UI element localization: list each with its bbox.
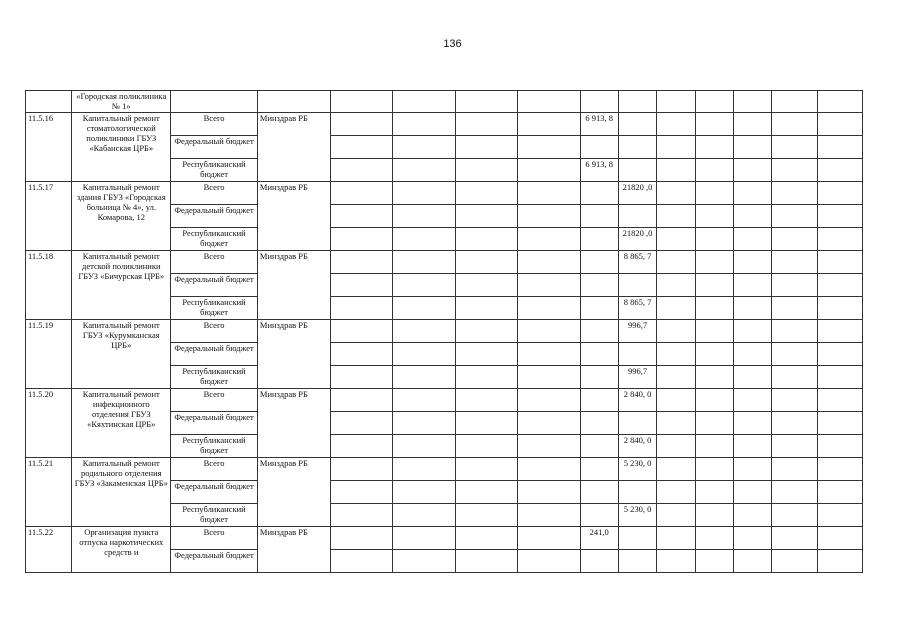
value-cell bbox=[518, 136, 581, 159]
executor-cell: Минздрав РБ bbox=[257, 458, 330, 527]
row-number-cell: 11.5.21 bbox=[26, 458, 72, 527]
value-cell bbox=[817, 182, 863, 205]
value-cell bbox=[618, 159, 656, 182]
value-cell bbox=[772, 182, 817, 205]
page-number: 136 bbox=[443, 38, 462, 50]
value-cell bbox=[772, 297, 817, 320]
value-cell bbox=[733, 481, 771, 504]
empty-cell bbox=[618, 91, 656, 113]
table-row bbox=[26, 251, 863, 274]
value-cell bbox=[580, 343, 618, 366]
value-cell bbox=[580, 366, 618, 389]
value-cell bbox=[330, 343, 393, 366]
value-cell bbox=[817, 481, 863, 504]
value-cell bbox=[695, 412, 733, 435]
value-cell bbox=[393, 251, 456, 274]
value-cell bbox=[330, 458, 393, 481]
value-cell bbox=[733, 527, 771, 550]
empty-cell bbox=[393, 91, 456, 113]
executor-cell: Минздрав РБ bbox=[257, 527, 330, 573]
funding-source-cell: Федеральный бюджет bbox=[171, 274, 258, 297]
measure-name-cell: Капитальный ремонт детской поликлиники ГБУЗ «Бичурская ЦРБ» bbox=[72, 251, 171, 320]
value-cell bbox=[455, 274, 518, 297]
value-cell bbox=[657, 458, 695, 481]
value-cell bbox=[393, 481, 456, 504]
value-cell bbox=[695, 251, 733, 274]
value-cell bbox=[455, 366, 518, 389]
value-cell bbox=[772, 412, 817, 435]
measure-name-cell: Капитальный ремонт здания ГБУЗ «Городская больница № 4», ул. Комарова, 12 bbox=[72, 182, 171, 251]
value-cell bbox=[772, 550, 817, 573]
value-cell bbox=[393, 343, 456, 366]
value-cell bbox=[330, 527, 393, 550]
value-cell bbox=[455, 458, 518, 481]
value-cell bbox=[330, 251, 393, 274]
value-cell bbox=[695, 343, 733, 366]
value-cell bbox=[455, 251, 518, 274]
value-cell bbox=[733, 182, 771, 205]
value-cell bbox=[772, 343, 817, 366]
value-cell bbox=[817, 343, 863, 366]
value-cell bbox=[518, 412, 581, 435]
value-cell bbox=[393, 205, 456, 228]
empty-cell bbox=[817, 91, 863, 113]
value-cell bbox=[330, 113, 393, 136]
funding-source-cell: Всего bbox=[171, 113, 258, 136]
value-cell bbox=[518, 228, 581, 251]
empty-cell bbox=[695, 91, 733, 113]
value-cell bbox=[393, 435, 456, 458]
value-cell: 21820 ,0 bbox=[618, 228, 656, 251]
value-cell bbox=[580, 251, 618, 274]
value-cell bbox=[772, 527, 817, 550]
value-cell bbox=[817, 435, 863, 458]
value-cell bbox=[733, 389, 771, 412]
value-cell bbox=[455, 343, 518, 366]
row-number-cell: 11.5.20 bbox=[26, 389, 72, 458]
value-cell bbox=[518, 113, 581, 136]
executor-cell: Минздрав РБ bbox=[257, 251, 330, 320]
row-number-cell: 11.5.16 bbox=[26, 113, 72, 182]
row-number-cell: 11.5.22 bbox=[26, 527, 72, 573]
empty-cell bbox=[772, 91, 817, 113]
value-cell bbox=[518, 205, 581, 228]
value-cell bbox=[580, 136, 618, 159]
value-cell bbox=[618, 274, 656, 297]
value-cell bbox=[817, 251, 863, 274]
value-cell bbox=[455, 412, 518, 435]
value-cell bbox=[733, 136, 771, 159]
value-cell bbox=[772, 481, 817, 504]
value-cell bbox=[772, 136, 817, 159]
value-cell bbox=[657, 550, 695, 573]
measure-name-cell: Капитальный ремонт ГБУЗ «Курумканская ЦРБ» bbox=[72, 320, 171, 389]
empty-cell bbox=[257, 91, 330, 113]
value-cell bbox=[455, 205, 518, 228]
value-cell bbox=[580, 435, 618, 458]
value-cell bbox=[733, 550, 771, 573]
value-cell bbox=[393, 297, 456, 320]
value-cell bbox=[455, 182, 518, 205]
value-cell: 996,7 bbox=[618, 366, 656, 389]
table-row bbox=[26, 182, 863, 205]
value-cell bbox=[695, 366, 733, 389]
value-cell: 241,0 bbox=[580, 527, 618, 550]
value-cell bbox=[518, 274, 581, 297]
value-cell bbox=[330, 412, 393, 435]
value-cell: 21820 ,0 bbox=[618, 182, 656, 205]
value-cell bbox=[518, 366, 581, 389]
value-cell bbox=[733, 320, 771, 343]
value-cell bbox=[695, 297, 733, 320]
value-cell bbox=[455, 136, 518, 159]
value-cell bbox=[657, 251, 695, 274]
value-cell: 8 865, 7 bbox=[618, 297, 656, 320]
value-cell bbox=[733, 205, 771, 228]
funding-source-cell: Всего bbox=[171, 389, 258, 412]
value-cell bbox=[455, 527, 518, 550]
value-cell bbox=[733, 251, 771, 274]
value-cell bbox=[580, 389, 618, 412]
value-cell bbox=[618, 205, 656, 228]
funding-source-cell: Всего bbox=[171, 182, 258, 205]
value-cell bbox=[393, 320, 456, 343]
value-cell bbox=[580, 320, 618, 343]
value-cell bbox=[772, 320, 817, 343]
value-cell: 6 913, 8 bbox=[580, 159, 618, 182]
value-cell bbox=[393, 182, 456, 205]
value-cell bbox=[455, 481, 518, 504]
value-cell bbox=[330, 435, 393, 458]
value-cell bbox=[518, 182, 581, 205]
value-cell bbox=[455, 113, 518, 136]
value-cell bbox=[817, 504, 863, 527]
value-cell bbox=[580, 481, 618, 504]
value-cell bbox=[657, 366, 695, 389]
value-cell bbox=[455, 159, 518, 182]
value-cell bbox=[330, 136, 393, 159]
value-cell bbox=[733, 274, 771, 297]
value-cell bbox=[772, 389, 817, 412]
value-cell bbox=[772, 205, 817, 228]
value-cell bbox=[817, 136, 863, 159]
row-number-cell bbox=[26, 91, 72, 113]
funding-source-cell: Всего bbox=[171, 251, 258, 274]
value-cell bbox=[817, 458, 863, 481]
empty-cell bbox=[171, 91, 258, 113]
value-cell: 8 865, 7 bbox=[618, 251, 656, 274]
value-cell bbox=[695, 205, 733, 228]
value-cell bbox=[733, 343, 771, 366]
row-number-cell: 11.5.19 bbox=[26, 320, 72, 389]
value-cell bbox=[817, 297, 863, 320]
executor-cell: Минздрав РБ bbox=[257, 389, 330, 458]
table-row bbox=[26, 527, 863, 550]
value-cell bbox=[695, 182, 733, 205]
value-cell bbox=[518, 389, 581, 412]
value-cell bbox=[817, 389, 863, 412]
value-cell bbox=[657, 274, 695, 297]
value-cell bbox=[695, 550, 733, 573]
value-cell bbox=[772, 274, 817, 297]
value-cell bbox=[330, 504, 393, 527]
funding-source-cell: Республиканский бюджет bbox=[171, 297, 258, 320]
table-row bbox=[26, 91, 863, 113]
value-cell bbox=[330, 366, 393, 389]
measure-name-cell: Капитальный ремонт родильного отделения ГБУЗ «Закаменская ЦРБ» bbox=[72, 458, 171, 527]
value-cell bbox=[618, 113, 656, 136]
value-cell bbox=[733, 412, 771, 435]
value-cell bbox=[772, 159, 817, 182]
value-cell bbox=[393, 366, 456, 389]
value-cell bbox=[657, 412, 695, 435]
value-cell bbox=[695, 435, 733, 458]
funding-source-cell: Федеральный бюджет bbox=[171, 136, 258, 159]
value-cell bbox=[518, 504, 581, 527]
value-cell bbox=[393, 389, 456, 412]
value-cell bbox=[695, 481, 733, 504]
value-cell bbox=[518, 550, 581, 573]
value-cell bbox=[455, 320, 518, 343]
value-cell bbox=[330, 205, 393, 228]
empty-cell bbox=[733, 91, 771, 113]
value-cell bbox=[657, 159, 695, 182]
value-cell bbox=[330, 320, 393, 343]
value-cell bbox=[817, 159, 863, 182]
value-cell: 2 840, 0 bbox=[618, 435, 656, 458]
funding-source-cell: Федеральный бюджет bbox=[171, 481, 258, 504]
value-cell bbox=[695, 527, 733, 550]
funding-source-cell: Всего bbox=[171, 320, 258, 343]
value-cell bbox=[772, 251, 817, 274]
value-cell: 996,7 bbox=[618, 320, 656, 343]
value-cell bbox=[772, 228, 817, 251]
value-cell bbox=[580, 504, 618, 527]
measure-name-cell: Капитальный ремонт стоматологической поликлиники ГБУЗ «Кабанская ЦРБ» bbox=[72, 113, 171, 182]
value-cell bbox=[695, 113, 733, 136]
value-cell bbox=[733, 366, 771, 389]
value-cell bbox=[455, 435, 518, 458]
value-cell bbox=[817, 366, 863, 389]
value-cell bbox=[393, 159, 456, 182]
value-cell bbox=[330, 228, 393, 251]
measure-name-cell: Организация пункта отпуска наркотических средств и bbox=[72, 527, 171, 573]
value-cell bbox=[695, 458, 733, 481]
value-cell bbox=[580, 274, 618, 297]
value-cell bbox=[393, 550, 456, 573]
value-cell bbox=[455, 504, 518, 527]
value-cell bbox=[657, 527, 695, 550]
value-cell bbox=[733, 504, 771, 527]
value-cell bbox=[393, 458, 456, 481]
empty-cell bbox=[580, 91, 618, 113]
value-cell bbox=[518, 481, 581, 504]
value-cell bbox=[618, 550, 656, 573]
value-cell bbox=[518, 297, 581, 320]
value-cell bbox=[393, 527, 456, 550]
value-cell bbox=[772, 504, 817, 527]
value-cell bbox=[393, 136, 456, 159]
value-cell bbox=[695, 320, 733, 343]
value-cell bbox=[330, 389, 393, 412]
value-cell bbox=[330, 274, 393, 297]
value-cell bbox=[695, 136, 733, 159]
executor-cell: Минздрав РБ bbox=[257, 182, 330, 251]
value-cell bbox=[817, 320, 863, 343]
funding-source-cell: Федеральный бюджет bbox=[171, 343, 258, 366]
row-number-cell: 11.5.18 bbox=[26, 251, 72, 320]
value-cell bbox=[817, 274, 863, 297]
value-cell bbox=[580, 297, 618, 320]
value-cell bbox=[518, 435, 581, 458]
value-cell bbox=[695, 389, 733, 412]
value-cell bbox=[580, 550, 618, 573]
funding-source-cell: Федеральный бюджет bbox=[171, 550, 258, 573]
value-cell bbox=[455, 550, 518, 573]
value-cell bbox=[518, 458, 581, 481]
table-row bbox=[26, 113, 863, 136]
measure-name-cell: Капитальный ремонт инфекционного отделения ГБУЗ «Кяхтинская ЦРБ» bbox=[72, 389, 171, 458]
value-cell bbox=[657, 320, 695, 343]
table-row bbox=[26, 389, 863, 412]
value-cell bbox=[733, 435, 771, 458]
executor-cell: Минздрав РБ bbox=[257, 320, 330, 389]
value-cell bbox=[657, 343, 695, 366]
value-cell bbox=[772, 458, 817, 481]
empty-cell bbox=[518, 91, 581, 113]
funding-source-cell: Республиканский бюджет bbox=[171, 366, 258, 389]
funding-source-cell: Республиканский бюджет bbox=[171, 435, 258, 458]
value-cell bbox=[518, 527, 581, 550]
value-cell bbox=[580, 205, 618, 228]
value-cell bbox=[618, 527, 656, 550]
value-cell bbox=[330, 481, 393, 504]
value-cell bbox=[580, 182, 618, 205]
value-cell bbox=[455, 297, 518, 320]
value-cell bbox=[518, 159, 581, 182]
value-cell bbox=[657, 297, 695, 320]
value-cell bbox=[695, 159, 733, 182]
value-cell bbox=[618, 136, 656, 159]
value-cell bbox=[455, 389, 518, 412]
value-cell bbox=[330, 159, 393, 182]
funding-source-cell: Всего bbox=[171, 527, 258, 550]
value-cell bbox=[733, 113, 771, 136]
funding-source-cell: Республиканский бюджет bbox=[171, 228, 258, 251]
funding-source-cell: Всего bbox=[171, 458, 258, 481]
value-cell bbox=[772, 113, 817, 136]
empty-cell bbox=[330, 91, 393, 113]
table-row bbox=[26, 320, 863, 343]
value-cell: 2 840, 0 bbox=[618, 389, 656, 412]
value-cell bbox=[657, 481, 695, 504]
value-cell bbox=[695, 504, 733, 527]
value-cell bbox=[657, 228, 695, 251]
value-cell bbox=[580, 458, 618, 481]
value-cell bbox=[618, 412, 656, 435]
value-cell bbox=[657, 113, 695, 136]
executor-cell: Минздрав РБ bbox=[257, 113, 330, 182]
value-cell bbox=[772, 435, 817, 458]
value-cell bbox=[618, 343, 656, 366]
value-cell bbox=[393, 228, 456, 251]
value-cell bbox=[618, 481, 656, 504]
value-cell bbox=[580, 228, 618, 251]
value-cell bbox=[657, 182, 695, 205]
value-cell bbox=[733, 228, 771, 251]
value-cell bbox=[455, 228, 518, 251]
value-cell bbox=[393, 412, 456, 435]
value-cell: 5 230, 0 bbox=[618, 504, 656, 527]
value-cell bbox=[772, 366, 817, 389]
measure-name-cell: «Городская поликлиника № 1» bbox=[72, 91, 171, 113]
value-cell bbox=[580, 412, 618, 435]
empty-cell bbox=[657, 91, 695, 113]
value-cell bbox=[733, 458, 771, 481]
value-cell bbox=[695, 228, 733, 251]
value-cell bbox=[330, 297, 393, 320]
value-cell bbox=[733, 159, 771, 182]
budget-table bbox=[25, 90, 863, 573]
value-cell bbox=[657, 136, 695, 159]
empty-cell bbox=[455, 91, 518, 113]
funding-source-cell: Республиканский бюджет bbox=[171, 159, 258, 182]
value-cell bbox=[695, 274, 733, 297]
value-cell bbox=[817, 527, 863, 550]
value-cell bbox=[393, 113, 456, 136]
value-cell bbox=[817, 550, 863, 573]
value-cell bbox=[817, 205, 863, 228]
value-cell bbox=[518, 343, 581, 366]
value-cell bbox=[330, 550, 393, 573]
value-cell bbox=[817, 113, 863, 136]
value-cell bbox=[393, 274, 456, 297]
value-cell bbox=[330, 182, 393, 205]
row-number-cell: 11.5.17 bbox=[26, 182, 72, 251]
value-cell bbox=[657, 389, 695, 412]
value-cell: 6 913, 8 bbox=[580, 113, 618, 136]
value-cell bbox=[518, 251, 581, 274]
value-cell bbox=[657, 205, 695, 228]
value-cell bbox=[657, 435, 695, 458]
table-row bbox=[26, 458, 863, 481]
funding-source-cell: Республиканский бюджет bbox=[171, 504, 258, 527]
funding-source-cell: Федеральный бюджет bbox=[171, 412, 258, 435]
value-cell bbox=[518, 320, 581, 343]
value-cell bbox=[817, 412, 863, 435]
value-cell bbox=[817, 228, 863, 251]
value-cell bbox=[657, 504, 695, 527]
value-cell bbox=[393, 504, 456, 527]
value-cell: 5 230, 0 bbox=[618, 458, 656, 481]
funding-source-cell: Федеральный бюджет bbox=[171, 205, 258, 228]
value-cell bbox=[733, 297, 771, 320]
